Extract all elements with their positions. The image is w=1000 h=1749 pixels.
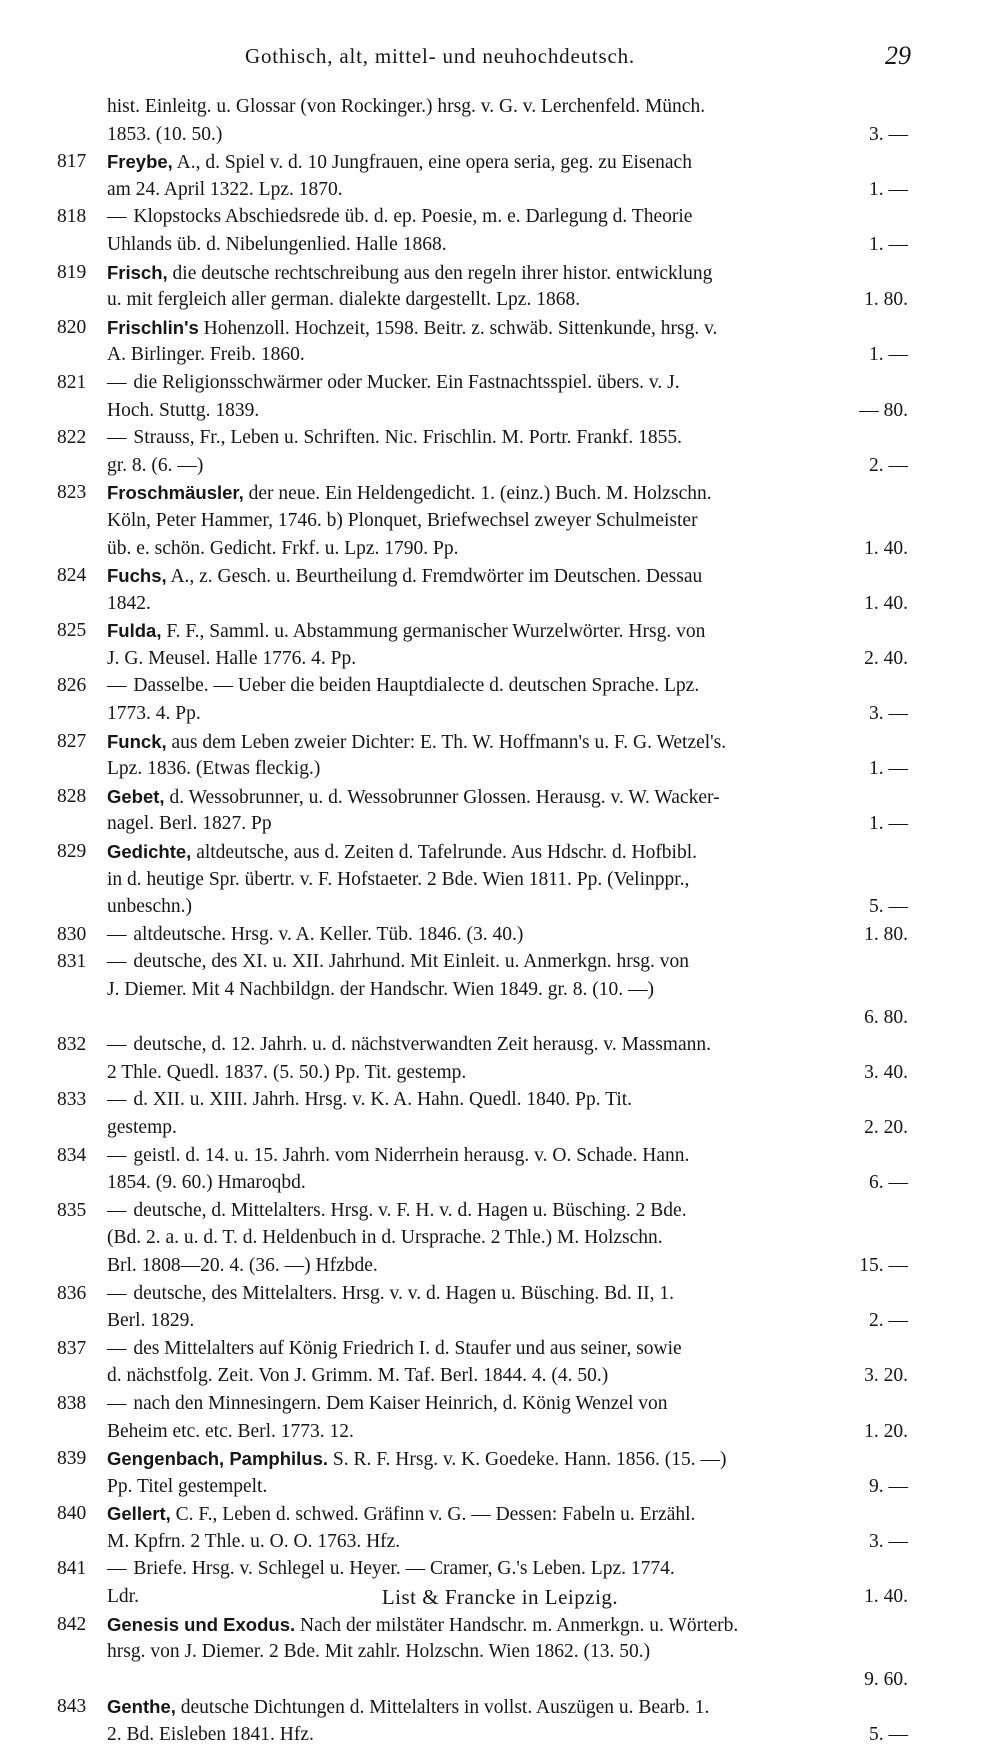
entry-number: 840 [57, 1503, 87, 1525]
entry-line [0, 259, 1000, 287]
entry-text [107, 314, 717, 343]
entry-description: Dasselbe. — Ueber die beiden Hauptdialecte d. deutschen Sprache. Lpz. [133, 675, 700, 697]
entry-number: 824 [57, 565, 87, 587]
entry-line [0, 203, 1000, 231]
entry-author: Gedichte, [107, 841, 192, 863]
entry-price: 1. 20. [864, 1420, 908, 1442]
entry-text [107, 755, 320, 783]
running-title: Gothisch, alt, mittel- und neuhochdeutsch. [245, 44, 635, 68]
entry-text [107, 479, 712, 508]
entry-price: 2. — [869, 454, 908, 476]
entry-line [0, 1197, 1000, 1225]
entry-line [0, 1445, 1000, 1473]
entry-line [0, 148, 1000, 176]
entry-author: Funck, [107, 730, 167, 752]
catalog-entry [0, 203, 1000, 258]
entry-number: 822 [57, 427, 87, 449]
entry-text [107, 507, 698, 535]
entry-text [107, 397, 259, 425]
entry-line [0, 369, 1000, 397]
entry-line [0, 1280, 1000, 1308]
entry-price: 9. 60. [864, 1668, 908, 1690]
entry-number: 834 [57, 1144, 87, 1166]
entry-text [107, 424, 682, 452]
entry-author: Gengenbach, Pamphilus. [107, 1448, 329, 1470]
entry-text [107, 1418, 354, 1446]
entry-number: 825 [57, 620, 87, 642]
entry-number: 838 [57, 1392, 87, 1414]
catalog-entry [0, 1693, 1000, 1748]
entry-number: 820 [57, 316, 87, 338]
catalog-entry [0, 1500, 1000, 1555]
catalog-entry [0, 1611, 1000, 1694]
entry-author: Freybe, [107, 151, 173, 173]
entry-line [0, 672, 1000, 700]
entry-description: des Mittelalters auf König Friedrich I. d. Staufer und aus seiner, sowie [133, 1337, 682, 1359]
entry-text [107, 1528, 400, 1556]
catalog-entry [0, 1142, 1000, 1197]
entry-text [107, 645, 356, 673]
entry-line [0, 838, 1000, 866]
entry-price: 5. — [869, 1724, 908, 1746]
entry-description: aus dem Leben zweier Dichter: E. Th. W. Hoffmann's u. F. G. Wetzel's. [171, 731, 727, 753]
ditto-dash: — [107, 1034, 132, 1056]
entry-text [107, 1335, 682, 1363]
entry-number: 841 [57, 1558, 87, 1580]
entry-description: Hoch. Stuttg. 1839. [107, 399, 260, 421]
entry-line [0, 1418, 1000, 1446]
entry-text [107, 866, 689, 894]
entry-line [0, 479, 1000, 507]
entry-text [107, 1114, 177, 1142]
entry-text [107, 1252, 378, 1280]
entry-author: Frisch, [107, 261, 168, 283]
entry-number: 842 [57, 1613, 87, 1635]
entry-description: deutsche Dichtungen d. Mittelalters in vollst. Auszügen u. Bearb. 1. [180, 1697, 710, 1719]
entry-price: 2. 40. [864, 647, 908, 669]
entry-description: der neue. Ein Heldengedicht. 1. (einz.) Buch. M. Holzschn. [248, 483, 712, 505]
entry-line [0, 810, 1000, 838]
entry-price: 3. — [869, 1530, 908, 1552]
entry-price: 3. — [869, 123, 908, 145]
entry-description: hrsg. von J. Diemer. 2 Bde. Mit zahlr. Holzschn. Wien 1862. (13. 50.) [107, 1641, 651, 1663]
ditto-dash: — [107, 1392, 132, 1414]
entry-description: üb. e. schön. Gedicht. Frkf. u. Lpz. 1790. Pp. [107, 537, 459, 559]
entry-line [0, 893, 1000, 921]
entry-description: altdeutsche, aus d. Zeiten d. Tafelrunde. Aus Hdschr. d. Hofbibl. [196, 842, 698, 864]
entry-author: Frischlin's [107, 316, 199, 338]
entry-text [107, 562, 702, 591]
entry-text [107, 1555, 675, 1583]
entry-line [0, 397, 1000, 425]
catalog-entry [0, 1031, 1000, 1086]
entry-description: C. F., Leben d. schwed. Gräfinn v. G. — Dessen: Fabeln u. Erzähl. [175, 1504, 696, 1526]
ditto-dash: — [107, 951, 132, 973]
entry-description: A., d. Spiel v. d. 10 Jungfrauen, eine opera seria, geg. zu Eisenach [176, 152, 692, 174]
entry-number: 821 [57, 371, 87, 393]
entry-number: 829 [57, 841, 87, 863]
entry-description: gr. 8. (6. —) [107, 454, 204, 476]
entry-text [107, 1031, 711, 1059]
entry-description: 1853. (10. 50.) [107, 123, 223, 145]
entry-line [0, 1307, 1000, 1335]
entry-text [107, 452, 203, 480]
entry-line [0, 231, 1000, 259]
entry-price: 1. 40. [864, 1586, 908, 1608]
entry-line [0, 700, 1000, 728]
entry-description: nagel. Berl. 1827. Pp [107, 813, 272, 835]
entry-description: A. Birlinger. Freib. 1860. [107, 344, 305, 366]
entry-text [107, 286, 580, 314]
entry-text [107, 1307, 194, 1335]
entry-text [107, 1445, 727, 1474]
entry-line [0, 783, 1000, 811]
catalog-entry [0, 728, 1000, 783]
entry-description: S. R. F. Hrsg. v. K. Goedeke. Hann. 1856. (15. —) [332, 1449, 727, 1471]
entry-line [0, 1693, 1000, 1721]
entry-number: 839 [57, 1448, 87, 1470]
entry-line [0, 1142, 1000, 1170]
ditto-dash: — [107, 1558, 132, 1580]
entry-line [0, 921, 1000, 949]
entry-text [107, 231, 447, 259]
entry-text [107, 1693, 709, 1722]
entry-line [0, 755, 1000, 783]
entry-line [0, 1224, 1000, 1252]
entry-line [0, 617, 1000, 645]
entry-line [0, 507, 1000, 535]
ditto-dash: — [107, 1337, 132, 1359]
catalog-entry [0, 921, 1000, 949]
entry-line [0, 1611, 1000, 1639]
entry-author: Fuchs, [107, 565, 167, 587]
catalog-entry [0, 424, 1000, 479]
entry-text [107, 1224, 663, 1252]
entry-line [0, 1390, 1000, 1418]
catalog-entry [0, 838, 1000, 921]
entry-number: 843 [57, 1696, 87, 1718]
entry-line [0, 1473, 1000, 1501]
entry-description: unbeschn.) [107, 896, 193, 918]
catalog-entry [0, 783, 1000, 838]
entry-number: 835 [57, 1199, 87, 1221]
catalog-entry [0, 1086, 1000, 1141]
entry-description: deutsche, des Mittelalters. Hrsg. v. v. d. Hagen u. Büsching. Bd. II, 1. [133, 1282, 675, 1304]
catalog-entry [0, 1280, 1000, 1335]
catalog-entry [0, 948, 1000, 1031]
entry-number: 817 [57, 151, 87, 173]
ditto-dash: — [107, 1144, 132, 1166]
entry-description: Briefe. Hrsg. v. Schlegel u. Heyer. — Cramer, G.'s Leben. Lpz. 1774. [133, 1558, 675, 1580]
entry-price: 3. — [869, 703, 908, 725]
entry-text [107, 1142, 689, 1170]
entry-price: 1. — [869, 233, 908, 255]
entry-description: u. mit fergleich aller german. dialekte dargestellt. Lpz. 1868. [107, 289, 581, 311]
page-header [0, 41, 1000, 78]
entry-number: 826 [57, 675, 87, 697]
entry-description: in d. heutige Spr. übertr. v. F. Hofstaeter. 2 Bde. Wien 1811. Pp. (Velinppr., [107, 868, 690, 890]
entry-text [107, 1721, 314, 1749]
entry-text [107, 700, 201, 728]
entry-description: Beheim etc. etc. Berl. 1773. 12. [107, 1420, 354, 1442]
entry-line [0, 645, 1000, 673]
entry-number: 831 [57, 951, 87, 973]
entry-text [107, 176, 343, 204]
entry-description: gestemp. [107, 1116, 177, 1138]
entry-number: 833 [57, 1089, 87, 1111]
entry-line [0, 562, 1000, 590]
entry-number: 830 [57, 923, 87, 945]
entry-description: 2. Bd. Eisleben 1841. Hfz. [107, 1724, 314, 1746]
catalog-entry [0, 562, 1000, 617]
entry-price: 1. — [869, 344, 908, 366]
entry-description: d. XII. u. XIII. Jahrh. Hrsg. v. K. A. Hahn. Quedl. 1840. Pp. Tit. [133, 1089, 633, 1111]
ditto-dash: — [107, 923, 132, 945]
entry-line [0, 1031, 1000, 1059]
ditto-dash: — [107, 206, 132, 228]
entry-description: 1773. 4. Pp. [107, 703, 201, 725]
entry-line [0, 1362, 1000, 1390]
entry-text [107, 1473, 267, 1501]
entry-line [0, 728, 1000, 756]
entry-description: Pp. Titel gestempelt. [107, 1475, 268, 1497]
entry-line [0, 1114, 1000, 1142]
entry-line [0, 121, 1000, 149]
entry-text [107, 1059, 466, 1087]
entry-line [0, 1169, 1000, 1197]
entry-text [107, 810, 272, 838]
entry-line [0, 1528, 1000, 1556]
entry-line [0, 176, 1000, 204]
entry-line [0, 286, 1000, 314]
entry-price: 5. — [869, 896, 908, 918]
entry-text [107, 590, 151, 618]
entry-price: — 80. [859, 399, 908, 421]
entry-number: 827 [57, 730, 87, 752]
entry-description: 2 Thle. Quedl. 1837. (5. 50.) Pp. Tit. gestemp. [107, 1061, 467, 1083]
entry-author: Gebet, [107, 785, 165, 807]
entry-text [107, 672, 699, 700]
entry-description: hist. Einleitg. u. Glossar (von Rockinger.) hrsg. v. G. v. Lerchenfeld. Münch. [107, 96, 706, 117]
entry-line [0, 341, 1000, 369]
entry-line [0, 452, 1000, 480]
catalog-entries [0, 93, 1000, 1749]
entry-description: Köln, Peter Hammer, 1746. b) Plonquet, Briefwechsel zweyer Schulmeister [107, 509, 698, 531]
entry-description: d. Wessobrunner, u. d. Wessobrunner Glossen. Herausg. v. W. Wacker- [169, 786, 720, 808]
entry-text [107, 617, 705, 646]
catalog-entry [0, 314, 1000, 369]
entry-description: deutsche, des XI. u. XII. Jahrhund. Mit Einleit. u. Anmerkgn. hrsg. von [133, 951, 690, 973]
entry-text [107, 93, 705, 121]
catalog-entry [0, 1445, 1000, 1500]
entry-line [0, 1638, 1000, 1666]
entry-description: Hohenzoll. Hochzeit, 1598. Beitr. z. schwäb. Sittenkunde, hrsg. v. [203, 317, 718, 339]
entry-text [107, 783, 720, 812]
entry-price: 9. — [869, 1475, 908, 1497]
entry-description: (Bd. 2. a. u. d. T. d. Heldenbuch in d. Ursprache. 2 Thle.) M. Holzschn. [107, 1227, 663, 1249]
entry-line [0, 1086, 1000, 1114]
ditto-dash: — [107, 1089, 132, 1111]
entry-number: 823 [57, 482, 87, 504]
entry-line [0, 314, 1000, 342]
entry-line [0, 1252, 1000, 1280]
entry-text [107, 1362, 608, 1390]
entry-description: am 24. April 1322. Lpz. 1870. [107, 178, 343, 200]
entry-description: M. Kpfrn. 2 Thle. u. O. O. 1763. Hfz. [107, 1530, 401, 1552]
entry-text [107, 535, 459, 563]
entry-description: altdeutsche. Hrsg. v. A. Keller. Tüb. 1846. (3. 40.) [133, 923, 524, 945]
entry-description: Nach der milstäter Handschr. m. Anmerkgn. u. Wörterb. [300, 1614, 739, 1636]
entry-description: J. G. Meusel. Halle 1776. 4. Pp. [107, 647, 357, 669]
catalog-entry [0, 93, 1000, 148]
entry-price: 1. — [869, 758, 908, 780]
entry-number: 837 [57, 1337, 87, 1359]
catalog-entry [0, 369, 1000, 424]
catalog-entry [0, 148, 1000, 203]
entry-line [0, 590, 1000, 618]
entry-description: d. nächstfolg. Zeit. Von J. Grimm. M. Taf. Berl. 1844. 4. (4. 50.) [107, 1365, 609, 1387]
catalog-entry [0, 672, 1000, 727]
publisher-footer: List & Francke in Leipzig. [381, 1585, 619, 1609]
entry-text [107, 1611, 738, 1640]
entry-line [0, 1721, 1000, 1749]
entry-price: 1. — [869, 178, 908, 200]
ditto-dash: — [107, 1282, 132, 1304]
entry-text [107, 148, 692, 177]
entry-description: Berl. 1829. [107, 1310, 195, 1332]
entry-line [0, 424, 1000, 452]
entry-text [107, 1500, 695, 1529]
entry-line [0, 948, 1000, 976]
entry-number: 819 [57, 261, 87, 283]
entry-line [0, 535, 1000, 563]
entry-description: Lpz. 1836. (Etwas fleckig.) [107, 758, 321, 780]
entry-line [0, 1666, 1000, 1694]
entry-text [107, 976, 654, 1004]
entry-description: Brl. 1808—20. 4. (36. —) Hfzbde. [107, 1254, 378, 1276]
entry-text [107, 369, 680, 397]
entry-price: 2. 20. [864, 1116, 908, 1138]
entry-text [107, 1390, 668, 1418]
catalog-entry [0, 479, 1000, 562]
entry-text [107, 1638, 650, 1666]
entry-description: Klopstocks Abschiedsrede üb. d. ep. Poesie, m. e. Darlegung d. Theorie [133, 206, 693, 228]
entry-price: 1. 80. [864, 923, 908, 945]
entry-author: Genesis und Exodus. [107, 1613, 296, 1635]
entry-number: 832 [57, 1034, 87, 1056]
entry-price: 15. — [859, 1254, 908, 1276]
entry-line [0, 1004, 1000, 1032]
entry-line [0, 93, 1000, 121]
ditto-dash: — [107, 1199, 132, 1221]
entry-price: 1. 80. [864, 289, 908, 311]
entry-text [107, 728, 726, 757]
entry-price: 6. — [869, 1172, 908, 1194]
entry-text [107, 838, 697, 867]
entry-line [0, 1335, 1000, 1363]
entry-text [107, 1086, 632, 1114]
entry-description: Uhlands üb. d. Nibelungenlied. Halle 1868. [107, 233, 447, 255]
entry-text [107, 259, 712, 288]
entry-description: 1842. [107, 592, 151, 614]
entry-description: Ldr. [107, 1586, 139, 1608]
entry-description: deutsche, d. Mittelalters. Hrsg. v. F. H. v. d. Hagen u. Büsching. 2 Bde. [133, 1199, 687, 1221]
entry-line [0, 1555, 1000, 1583]
entry-price: 3. 20. [864, 1365, 908, 1387]
entry-text [107, 1280, 674, 1308]
entry-price: 2. — [869, 1310, 908, 1332]
entry-description: A., z. Gesch. u. Beurtheilung d. Fremdwörter im Deutschen. Dessau [170, 566, 703, 588]
entry-description: F. F., Samml. u. Abstammung germanischer Wurzelwörter. Hrsg. von [166, 621, 706, 643]
entry-description: geistl. d. 14. u. 15. Jahrh. vom Niderrhein herausg. v. O. Schade. Hann. [133, 1144, 690, 1166]
entry-number: 836 [57, 1282, 87, 1304]
catalog-entry [0, 1197, 1000, 1280]
entry-description: die Religionsschwärmer oder Mucker. Ein Fastnachtsspiel. übers. v. J. [133, 371, 680, 393]
entry-author: Genthe, [107, 1696, 176, 1718]
entry-description: die deutsche rechtschreibung aus den regeln ihrer histor. entwicklung [172, 262, 713, 284]
catalog-entry [0, 259, 1000, 314]
entry-number: 818 [57, 206, 87, 228]
entry-text [107, 1197, 687, 1225]
entry-description: J. Diemer. Mit 4 Nachbildgn. der Handschr. Wien 1849. gr. 8. (10. —) [107, 979, 654, 1000]
entry-text [107, 203, 692, 231]
entry-text [107, 921, 523, 949]
entry-line [0, 976, 1000, 1004]
entry-price: 1. 40. [864, 592, 908, 614]
entry-description: deutsche, d. 12. Jahrh. u. d. nächstverwandten Zeit herausg. v. Massmann. [133, 1034, 712, 1056]
entry-text [107, 893, 192, 921]
ditto-dash: — [107, 427, 132, 449]
entry-text [107, 341, 305, 369]
entry-line [0, 1059, 1000, 1087]
entry-line [0, 866, 1000, 894]
entry-text [107, 948, 689, 976]
entry-line [0, 1500, 1000, 1528]
entry-author: Gellert, [107, 1503, 171, 1525]
entry-price: 6. 80. [864, 1006, 908, 1028]
entry-description: Strauss, Fr., Leben u. Schriften. Nic. Frischlin. M. Portr. Frankf. 1855. [133, 427, 683, 449]
entry-author: Froschmäusler, [107, 482, 244, 504]
catalog-entry [0, 1390, 1000, 1445]
entry-description: 1854. (9. 60.) Hmaroqbd. [107, 1172, 306, 1194]
catalog-entry [0, 1335, 1000, 1390]
entry-price: 1. 40. [864, 537, 908, 559]
entry-number: 828 [57, 785, 87, 807]
entry-text [107, 121, 222, 149]
entry-text [107, 1169, 306, 1197]
ditto-dash: — [107, 675, 132, 697]
entry-description: nach den Minnesingern. Dem Kaiser Heinrich, d. König Wenzel von [133, 1392, 668, 1414]
entry-price: 3. 40. [864, 1061, 908, 1083]
entry-price: 1. — [869, 813, 908, 835]
ditto-dash: — [107, 371, 132, 393]
page-number: 29 [885, 41, 911, 70]
entry-author: Fulda, [107, 620, 162, 642]
catalog-entry [0, 617, 1000, 672]
